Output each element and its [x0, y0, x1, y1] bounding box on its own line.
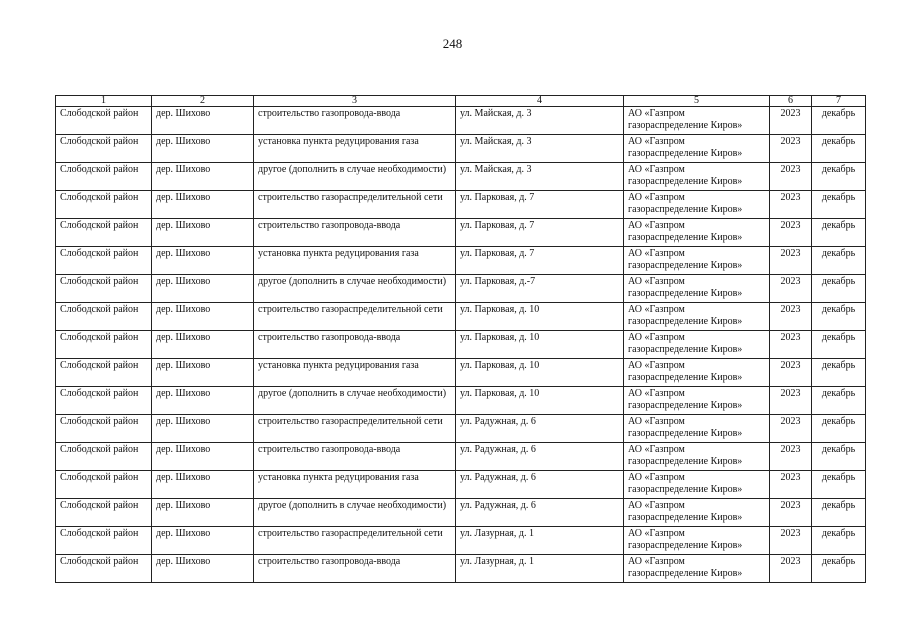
- district-cell: Слободской район: [56, 303, 152, 331]
- year-cell: 2023: [770, 191, 812, 219]
- locality-cell: дер. Шихово: [152, 527, 254, 555]
- work-type-cell: другое (дополнить в случае необходимости): [254, 387, 456, 415]
- month-cell: декабрь: [812, 415, 866, 443]
- table-row: [56, 415, 866, 443]
- locality-cell: дер. Шихово: [152, 135, 254, 163]
- address-cell: ул. Парковая, д.-7: [456, 275, 624, 303]
- address-cell: ул. Парковая, д. 10: [456, 331, 624, 359]
- district-cell: Слободской район: [56, 359, 152, 387]
- year-cell: 2023: [770, 303, 812, 331]
- work-type-cell: строительство газораспределительной сети: [254, 303, 456, 331]
- year-cell: 2023: [770, 415, 812, 443]
- work-type-cell: строительство газопровода-ввода: [254, 219, 456, 247]
- month-cell: декабрь: [812, 275, 866, 303]
- column-header: 3: [254, 96, 456, 107]
- address-cell: ул. Радужная, д. 6: [456, 415, 624, 443]
- district-cell: Слободской район: [56, 219, 152, 247]
- locality-cell: дер. Шихово: [152, 275, 254, 303]
- work-type-cell: строительство газопровода-ввода: [254, 331, 456, 359]
- year-cell: 2023: [770, 219, 812, 247]
- month-cell: декабрь: [812, 107, 866, 135]
- table-row: [56, 359, 866, 387]
- district-cell: Слободской район: [56, 443, 152, 471]
- year-cell: 2023: [770, 471, 812, 499]
- district-cell: Слободской район: [56, 471, 152, 499]
- district-cell: Слободской район: [56, 191, 152, 219]
- month-cell: декабрь: [812, 247, 866, 275]
- column-header: 7: [812, 96, 866, 107]
- address-cell: ул. Парковая, д. 10: [456, 387, 624, 415]
- district-cell: Слободской район: [56, 107, 152, 135]
- district-cell: Слободской район: [56, 415, 152, 443]
- work-type-cell: строительство газораспределительной сети: [254, 191, 456, 219]
- column-header: 6: [770, 96, 812, 107]
- table-row: [56, 471, 866, 499]
- page-number: 248: [442, 36, 463, 51]
- locality-cell: дер. Шихово: [152, 219, 254, 247]
- address-cell: ул. Парковая, д. 10: [456, 303, 624, 331]
- organization-cell: АО «Газпром газораспределение Киров»: [624, 471, 770, 499]
- locality-cell: дер. Шихово: [152, 191, 254, 219]
- table-row: [56, 387, 866, 415]
- locality-cell: дер. Шихово: [152, 415, 254, 443]
- organization-cell: АО «Газпром газораспределение Киров»: [624, 163, 770, 191]
- address-cell: ул. Парковая, д. 7: [456, 191, 624, 219]
- address-cell: ул. Лазурная, д. 1: [456, 555, 624, 583]
- work-type-cell: строительство газораспределительной сети: [254, 527, 456, 555]
- address-cell: ул. Радужная, д. 6: [456, 443, 624, 471]
- address-cell: ул. Майская, д. 3: [456, 135, 624, 163]
- locality-cell: дер. Шихово: [152, 443, 254, 471]
- work-type-cell: установка пункта редуцирования газа: [254, 471, 456, 499]
- year-cell: 2023: [770, 527, 812, 555]
- month-cell: декабрь: [812, 331, 866, 359]
- column-header: 4: [456, 96, 624, 107]
- address-cell: ул. Парковая, д. 7: [456, 219, 624, 247]
- organization-cell: АО «Газпром газораспределение Киров»: [624, 247, 770, 275]
- district-cell: Слободской район: [56, 275, 152, 303]
- organization-cell: АО «Газпром газораспределение Киров»: [624, 555, 770, 583]
- work-type-cell: строительство газораспределительной сети: [254, 415, 456, 443]
- month-cell: декабрь: [812, 135, 866, 163]
- column-header: 1: [56, 96, 152, 107]
- year-cell: 2023: [770, 247, 812, 275]
- locality-cell: дер. Шихово: [152, 107, 254, 135]
- work-type-cell: другое (дополнить в случае необходимости): [254, 163, 456, 191]
- organization-cell: АО «Газпром газораспределение Киров»: [624, 135, 770, 163]
- header-row: [56, 96, 866, 107]
- year-cell: 2023: [770, 499, 812, 527]
- address-cell: ул. Парковая, д. 10: [456, 359, 624, 387]
- organization-cell: АО «Газпром газораспределение Киров»: [624, 331, 770, 359]
- year-cell: 2023: [770, 163, 812, 191]
- work-type-cell: установка пункта редуцирования газа: [254, 359, 456, 387]
- year-cell: 2023: [770, 331, 812, 359]
- locality-cell: дер. Шихово: [152, 555, 254, 583]
- month-cell: декабрь: [812, 219, 866, 247]
- organization-cell: АО «Газпром газораспределение Киров»: [624, 275, 770, 303]
- district-cell: Слободской район: [56, 163, 152, 191]
- table-row: [56, 219, 866, 247]
- organization-cell: АО «Газпром газораспределение Киров»: [624, 527, 770, 555]
- month-cell: декабрь: [812, 471, 866, 499]
- month-cell: декабрь: [812, 527, 866, 555]
- table-row: [56, 191, 866, 219]
- month-cell: декабрь: [812, 303, 866, 331]
- table-row: [56, 135, 866, 163]
- district-cell: Слободской район: [56, 135, 152, 163]
- work-type-cell: строительство газопровода-ввода: [254, 107, 456, 135]
- month-cell: декабрь: [812, 387, 866, 415]
- address-cell: ул. Парковая, д. 7: [456, 247, 624, 275]
- work-type-cell: установка пункта редуцирования газа: [254, 247, 456, 275]
- month-cell: декабрь: [812, 191, 866, 219]
- locality-cell: дер. Шихово: [152, 499, 254, 527]
- month-cell: декабрь: [812, 359, 866, 387]
- table-row: [56, 555, 866, 583]
- address-cell: ул. Лазурная, д. 1: [456, 527, 624, 555]
- year-cell: 2023: [770, 359, 812, 387]
- organization-cell: АО «Газпром газораспределение Киров»: [624, 191, 770, 219]
- locality-cell: дер. Шихово: [152, 471, 254, 499]
- year-cell: 2023: [770, 443, 812, 471]
- locality-cell: дер. Шихово: [152, 303, 254, 331]
- organization-cell: АО «Газпром газораспределение Киров»: [624, 415, 770, 443]
- organization-cell: АО «Газпром газораспределение Киров»: [624, 219, 770, 247]
- table-row: [56, 247, 866, 275]
- organization-cell: АО «Газпром газораспределение Киров»: [624, 303, 770, 331]
- work-type-cell: установка пункта редуцирования газа: [254, 135, 456, 163]
- address-cell: ул. Радужная, д. 6: [456, 499, 624, 527]
- table-row: [56, 527, 866, 555]
- district-cell: Слободской район: [56, 499, 152, 527]
- organization-cell: АО «Газпром газораспределение Киров»: [624, 359, 770, 387]
- month-cell: декабрь: [812, 499, 866, 527]
- column-header: 5: [624, 96, 770, 107]
- address-cell: ул. Майская, д. 3: [456, 107, 624, 135]
- district-cell: Слободской район: [56, 247, 152, 275]
- district-cell: Слободской район: [56, 331, 152, 359]
- work-type-cell: строительство газопровода-ввода: [254, 555, 456, 583]
- table-row: [56, 499, 866, 527]
- table-row: [56, 275, 866, 303]
- district-cell: Слободской район: [56, 387, 152, 415]
- year-cell: 2023: [770, 107, 812, 135]
- month-cell: декабрь: [812, 443, 866, 471]
- gasification-table: [55, 95, 866, 583]
- address-cell: ул. Радужная, д. 6: [456, 471, 624, 499]
- locality-cell: дер. Шихово: [152, 163, 254, 191]
- year-cell: 2023: [770, 275, 812, 303]
- month-cell: декабрь: [812, 555, 866, 583]
- address-cell: ул. Майская, д. 3: [456, 163, 624, 191]
- table-row: [56, 107, 866, 135]
- work-type-cell: другое (дополнить в случае необходимости): [254, 275, 456, 303]
- locality-cell: дер. Шихово: [152, 387, 254, 415]
- year-cell: 2023: [770, 387, 812, 415]
- organization-cell: АО «Газпром газораспределение Киров»: [624, 443, 770, 471]
- organization-cell: АО «Газпром газораспределение Киров»: [624, 107, 770, 135]
- column-header: 2: [152, 96, 254, 107]
- organization-cell: АО «Газпром газораспределение Киров»: [624, 387, 770, 415]
- year-cell: 2023: [770, 135, 812, 163]
- locality-cell: дер. Шихово: [152, 247, 254, 275]
- organization-cell: АО «Газпром газораспределение Киров»: [624, 499, 770, 527]
- table-row: [56, 331, 866, 359]
- work-type-cell: другое (дополнить в случае необходимости): [254, 499, 456, 527]
- table-row: [56, 443, 866, 471]
- table-row: [56, 163, 866, 191]
- district-cell: Слободской район: [56, 527, 152, 555]
- year-cell: 2023: [770, 555, 812, 583]
- table-body: [56, 107, 866, 583]
- district-cell: Слободской район: [56, 555, 152, 583]
- locality-cell: дер. Шихово: [152, 359, 254, 387]
- table-row: [56, 303, 866, 331]
- locality-cell: дер. Шихово: [152, 331, 254, 359]
- month-cell: декабрь: [812, 163, 866, 191]
- work-type-cell: строительство газопровода-ввода: [254, 443, 456, 471]
